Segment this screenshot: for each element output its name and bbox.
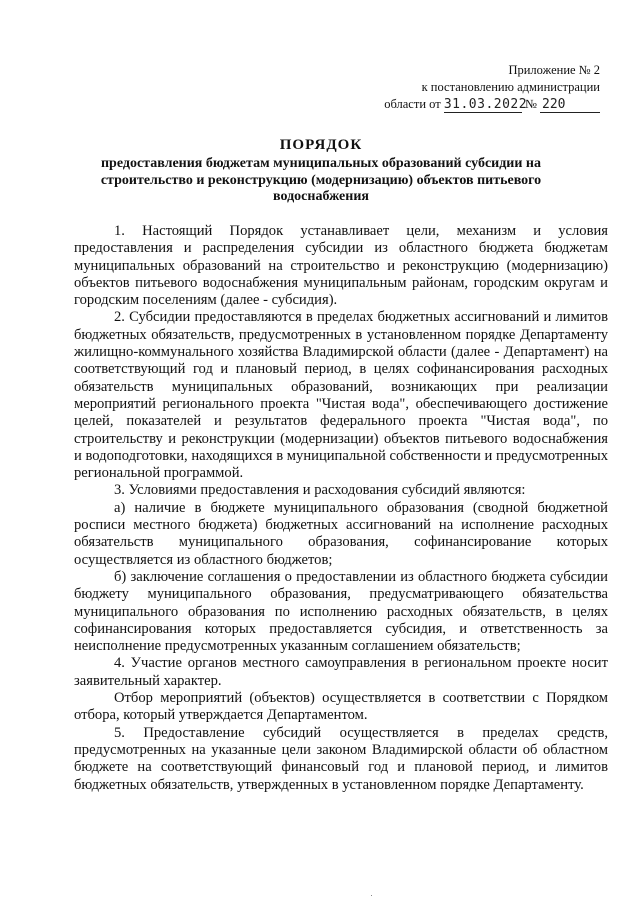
document-body <box>74 223 608 794</box>
resolution-number: 220 <box>540 98 600 113</box>
paragraph-2: 2. Субсидии предоставляются в пределах бюджетных ассигнований и лимитов бюджетных обязательств, предусмотренных в установленном порядке Департаменту жилищно-коммунального хозяйства Владимирской области (далее - Департамент) на соответствующий год и плановый период, в целях софинансирования расходных обязательств муниципальных образований, возникающих при реализации мероприятий регионального проекта "Чистая вода", обеспечивающего достижение целей, показателей и результатов федерального проекта "Чистая вода", по строительству и реконструкции (модернизации) объектов питьевого водоснабжения и водоподготовки, находящихся в муниципальной собственности и предусмотренных региональной программой. <box>74 309 608 482</box>
paragraph-4: 4. Участие органов местного самоуправления в региональном проекте носит заявительный характер. <box>74 655 608 689</box>
appendix-date-prefix: области от <box>384 97 441 111</box>
paragraph-1: 1. Настоящий Порядок устанавливает цели, механизм и условия предоставления и распределения субсидии из областного бюджета бюджетам муниципальных образований на строительство и реконструкцию (модернизацию) объектов питьевого водоснабжения муниципальным районам, городским округам и городским поселениям (далее - субсидия). <box>74 223 608 309</box>
appendix-resolution: к постановлению администрации <box>421 80 600 94</box>
paragraph-3: 3. Условиями предоставления и расходования субсидий являются: <box>114 482 526 499</box>
resolution-date: 31.03.2022 <box>443 97 528 112</box>
paragraph-3a: а) наличие в бюджете муниципального образования (сводной бюджетной росписи местного бюджета) бюджетных ассигнований на исполнение расходных обязательств муниципального образования, софинансирование которых осуществляется из областного бюджетов; <box>74 499 608 568</box>
appendix-date-line <box>360 96 600 113</box>
document-title: ПОРЯДОК <box>279 137 363 153</box>
scan-speck <box>371 895 372 896</box>
paragraph-5: 5. Предоставление субсидий осуществляется в пределах средств, предусмотренных на указанные цели законом Владимирской области об областном бюджете на соответствующий финансовый год и плановой период, и лимитов бюджетных обязательств, утвержденных в установленном порядке Департаменту. <box>74 724 608 793</box>
number-sign: № <box>524 97 537 111</box>
document-subtitle: предоставления бюджетам муниципальных образований субсидии на строительство и реконструкцию (модернизацию) объектов питьевого водоснабжения <box>100 156 542 204</box>
appendix-header <box>360 62 600 113</box>
paragraph-3b: б) заключение соглашения о предоставлении из областного бюджета субсидии бюджету муниципального образования, предусматривающего обязательства муниципального образования по исполнению расходных обязательств, в целях софинансирования которых предоставляется субсидия, и ответственность за неисполнение предусмотренных указанным соглашением обязательств; <box>74 568 608 655</box>
paragraph-4-selection: Отбор мероприятий (объектов) осуществляется в соответствии с Порядком отбора, который утверждается Департаментом. <box>74 690 608 724</box>
appendix-number: Приложение № 2 <box>508 63 600 77</box>
